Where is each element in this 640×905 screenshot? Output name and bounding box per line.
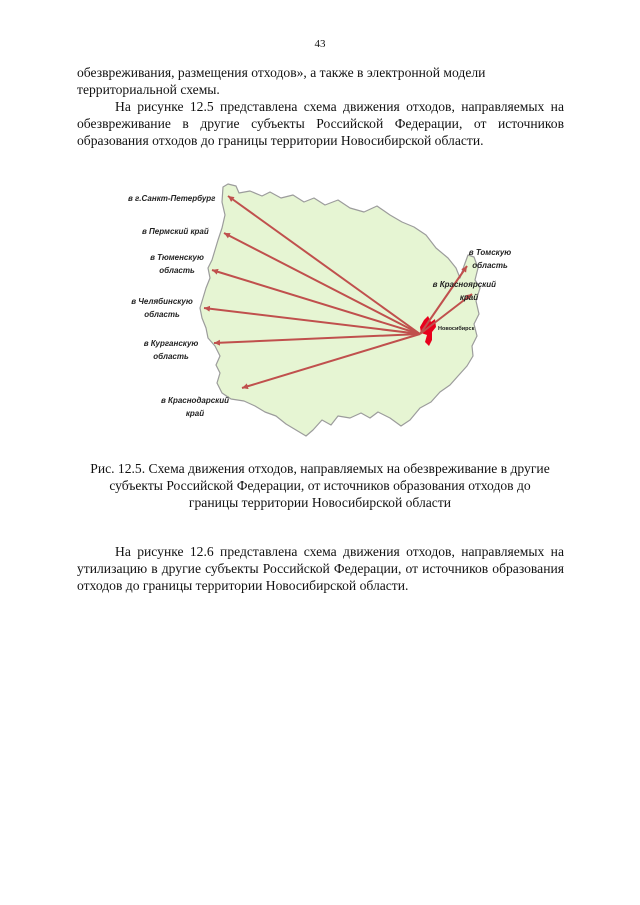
label-chelyabinsk-2: область	[144, 310, 180, 319]
paragraph-figure-intro: На рисунке 12.5 представлена схема движения отходов, направляемых на обезвреживание в другие субъекты Российской Федерации, от источников образования отходов до границы территории Новосибирской области.	[77, 99, 564, 148]
label-kurgan-1: в Курганскую	[143, 339, 199, 348]
label-chelyabinsk-1: в Челябинскую	[131, 297, 193, 306]
label-tyumen-1: в Тюменскую	[150, 253, 204, 262]
caption-line: границы территории Новосибирской области	[188, 495, 452, 510]
paragraph-line: обезвреживания, размещения отходов», а также в электронной модели	[77, 65, 486, 80]
figure-caption	[70, 460, 570, 511]
label-tyumen-2: область	[159, 266, 195, 275]
label-kurgan-2: область	[153, 352, 189, 361]
paragraph-line: территориальной схемы.	[77, 82, 220, 97]
paragraph-next-figure-intro: На рисунке 12.6 представлена схема движения отходов, направляемых на утилизацию в другие субъекты Российской Федерации, от источников образования отходов до границы территории Новосибирской области.	[77, 544, 564, 593]
waste-flow-map	[118, 180, 512, 440]
novosibirsk-label: Новосибирск	[438, 326, 475, 332]
label-krasnoyarsk-1: в Красноярский	[432, 280, 496, 289]
caption-line: субъекты Российской Федерации, от источников образования отходов до	[109, 478, 531, 493]
label-krasnodar-2: край	[185, 409, 205, 418]
map-svg	[118, 180, 512, 440]
label-tomsk-1: в Томскую	[468, 248, 512, 257]
label-spb: в г.Санкт-Петербург	[128, 194, 216, 203]
caption-line: Рис. 12.5. Схема движения отходов, направляемых на обезвреживание в другие	[90, 461, 550, 476]
label-krasnodar-1: в Краснодарский	[160, 396, 230, 405]
page-number: 43	[314, 38, 326, 50]
label-krasnoyarsk-2: край	[459, 293, 479, 302]
label-perm: в Пермский край	[142, 227, 209, 236]
label-tomsk-2: область	[472, 261, 508, 270]
paragraph-continuation	[77, 64, 564, 98]
